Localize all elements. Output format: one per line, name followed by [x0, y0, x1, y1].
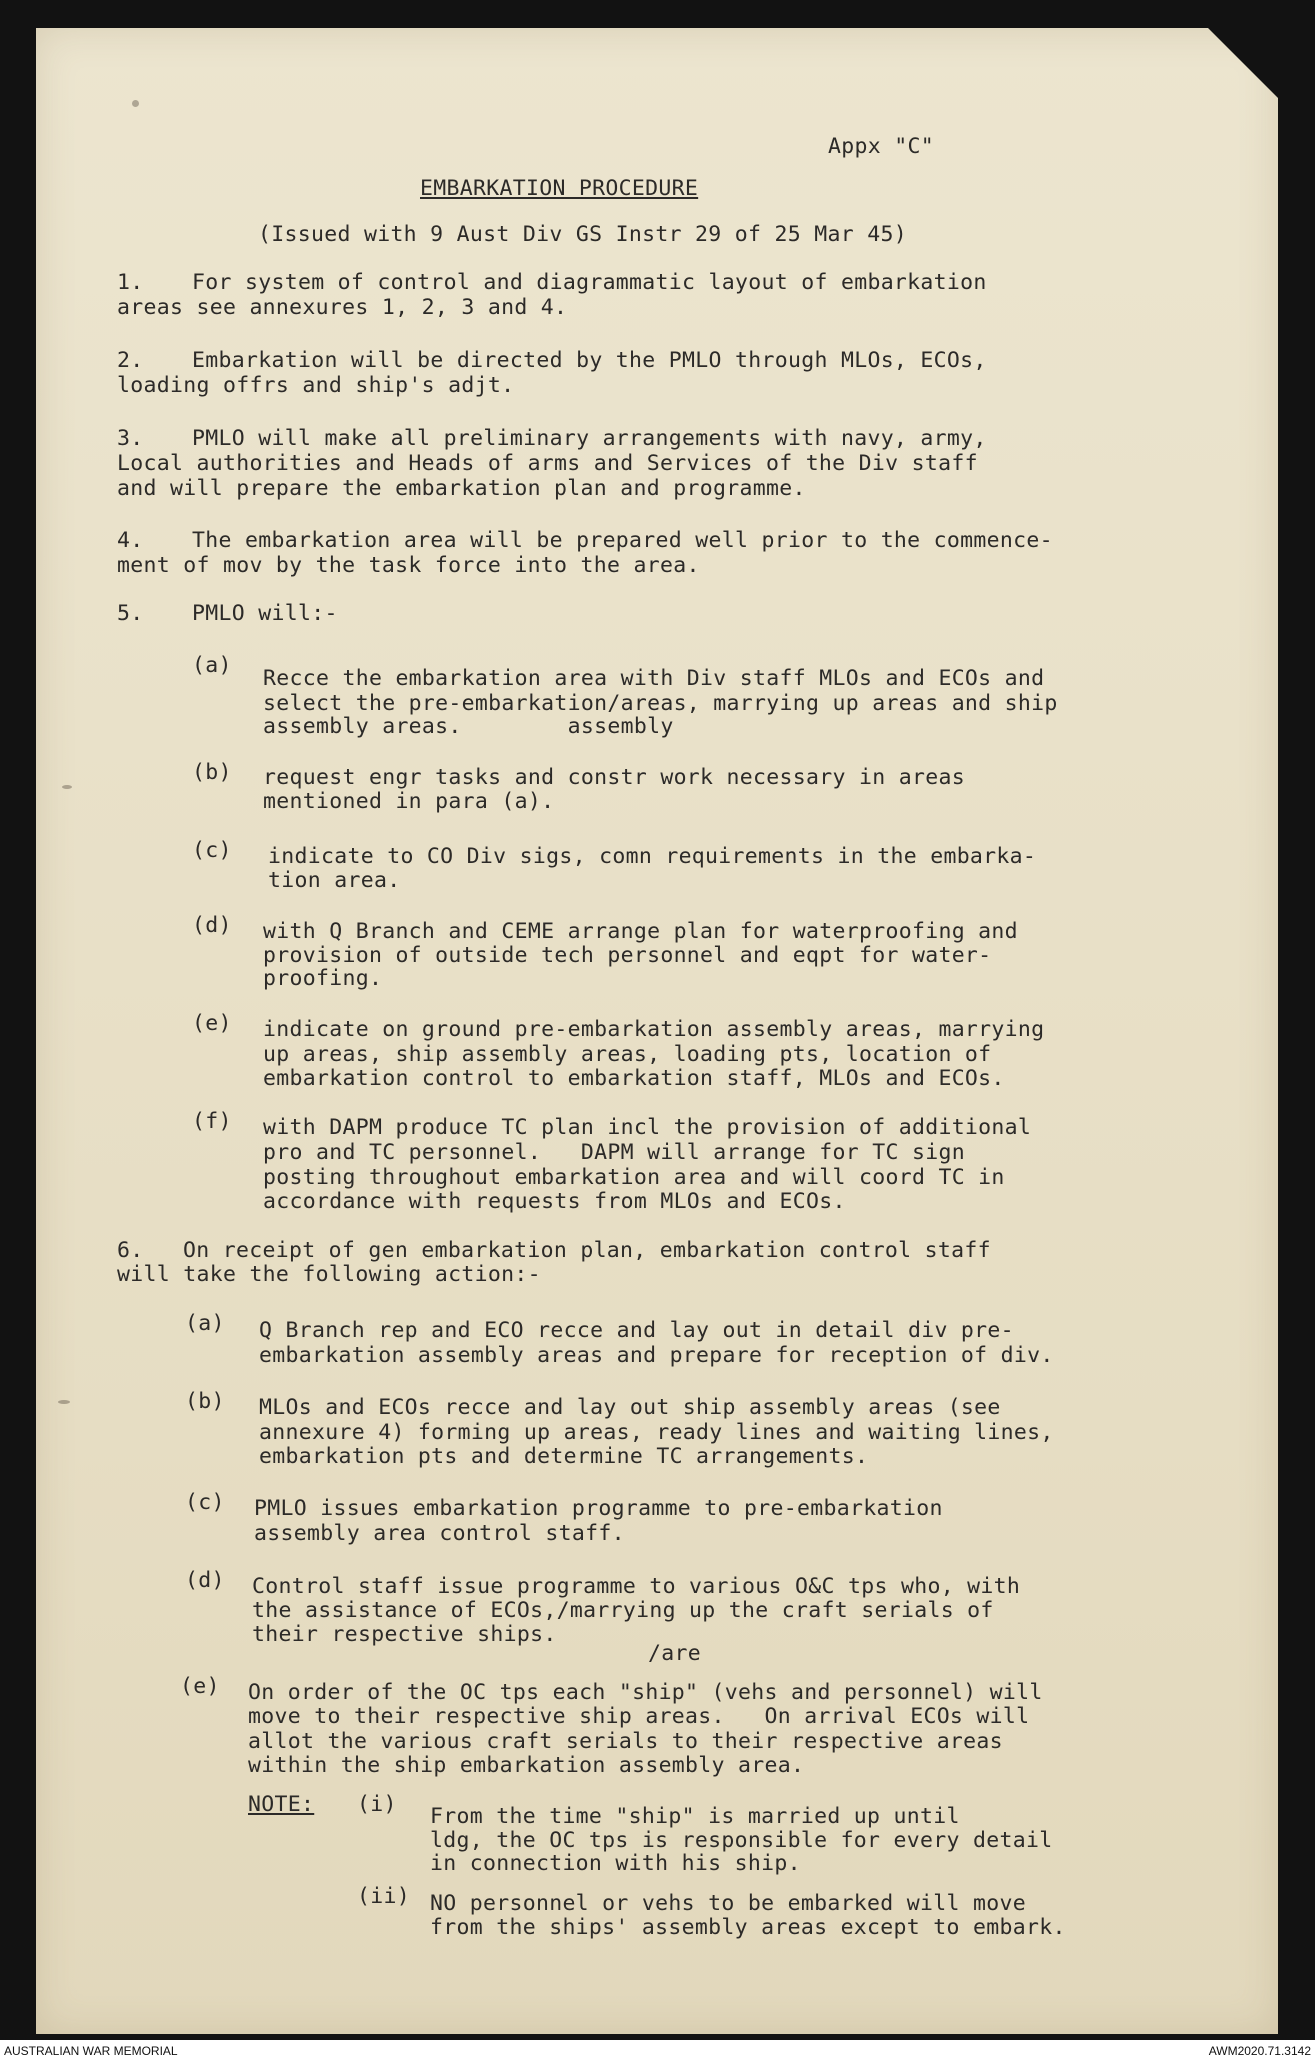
item-line: PMLO issues embarkation programme to pre-embarkation — [254, 1496, 943, 1521]
item-label: (b) — [185, 1389, 225, 1414]
item-line: request engr tasks and constr work necessary in areas — [263, 765, 965, 790]
item-line: indicate on ground pre-embarkation assembly areas, marrying — [263, 1017, 1045, 1042]
item-line: allot the various craft serials to their respective areas — [248, 1729, 1003, 1754]
ink-mark — [58, 1400, 70, 1404]
paragraph-line: loading offrs and ship's adjt. — [117, 373, 515, 398]
appendix-label: Appx "C" — [828, 134, 934, 159]
footer-reference: AWM2020.71.3142 — [1208, 2044, 1311, 2058]
item-label: (d) — [192, 913, 232, 938]
item-line: the assistance of ECOs,/marrying up the craft serials of — [252, 1598, 994, 1623]
item-line: embarkation pts and determine TC arrangements. — [259, 1444, 869, 1469]
paragraph-line: For system of control and diagrammatic layout of embarkation — [192, 270, 987, 295]
archive-footer — [0, 2040, 1315, 2061]
item-line: assembly areas. assembly — [263, 714, 674, 739]
item-line: with Q Branch and CEME arrange plan for waterproofing and — [263, 919, 1018, 944]
item-line: Q Branch rep and ECO recce and lay out in detail div pre- — [259, 1318, 1014, 1343]
document-title: EMBARKATION PROCEDURE — [420, 176, 699, 201]
item-line: within the ship embarkation assembly area. — [248, 1753, 805, 1778]
paragraph-number: 3. — [117, 426, 144, 451]
item-line: embarkation control to embarkation staff, MLOs and ECOs. — [263, 1066, 1005, 1091]
item-line: embarkation assembly areas and prepare for reception of div. — [259, 1343, 1054, 1368]
note-item-label: (ii) — [357, 1884, 410, 1909]
item-line: up areas, ship assembly areas, loading pts, location of — [263, 1042, 992, 1067]
item-line: mentioned in para (a). — [263, 789, 555, 814]
item-label: (f) — [192, 1109, 232, 1134]
item-label: (d) — [185, 1568, 225, 1593]
item-line: provision of outside tech personnel and eqpt for water- — [263, 943, 992, 968]
handwritten-insert: /are — [648, 1641, 701, 1666]
item-label: (e) — [180, 1674, 220, 1699]
item-line: On order of the OC tps each "ship" (vehs and personnel) will — [248, 1680, 1043, 1705]
paragraph-line: and will prepare the embarkation plan and programme. — [117, 476, 806, 501]
item-line: select the pre-embarkation/areas, marrying up areas and ship — [263, 691, 1058, 716]
item-line: their respective ships. — [252, 1622, 557, 1647]
paragraph-line: PMLO will:- — [192, 601, 338, 626]
paragraph-number: 6. — [117, 1238, 144, 1263]
item-line: annexure 4) forming up areas, ready lines and waiting lines, — [259, 1420, 1054, 1445]
item-line: Control staff issue programme to various O&C tps who, with — [252, 1574, 1021, 1599]
item-line: proofing. — [263, 966, 383, 991]
paragraph-line: Embarkation will be directed by the PMLO through MLOs, ECOs, — [192, 348, 987, 373]
note-label: NOTE: — [248, 1792, 315, 1817]
item-label: (a) — [185, 1311, 225, 1336]
item-line: MLOs and ECOs recce and lay out ship assembly areas (see — [259, 1395, 1001, 1420]
item-line: assembly area control staff. — [254, 1521, 625, 1546]
note-line: NO personnel or vehs to be embarked will move — [430, 1891, 1026, 1916]
item-line: Recce the embarkation area with Div staff MLOs and ECOs and — [263, 666, 1045, 691]
footer-institution: AUSTRALIAN WAR MEMORIAL — [4, 2044, 178, 2058]
paragraph-number: 1. — [117, 270, 144, 295]
item-line: accordance with requests from MLOs and ECOs. — [263, 1189, 846, 1214]
note-line: ldg, the OC tps is responsible for every detail — [430, 1828, 1053, 1853]
document-subtitle: (Issued with 9 Aust Div GS Instr 29 of 25 Mar 45) — [258, 222, 907, 247]
note-item-label: (i) — [357, 1792, 397, 1817]
ink-mark — [132, 100, 139, 107]
item-label: (e) — [192, 1011, 232, 1036]
item-label: (a) — [192, 653, 232, 678]
item-line: move to their respective ship areas. On arrival ECOs will — [248, 1704, 1030, 1729]
item-line: indicate to CO Div sigs, comn requirements in the embarka- — [268, 844, 1037, 869]
item-line: posting throughout embarkation area and will coord TC in — [263, 1165, 1005, 1190]
paragraph-line: will take the following action:- — [117, 1262, 541, 1287]
note-line: in connection with his ship. — [430, 1851, 801, 1876]
item-line: pro and TC personnel. DAPM will arrange for TC sign — [263, 1140, 965, 1165]
item-label: (c) — [192, 838, 232, 863]
paragraph-line: On receipt of gen embarkation plan, embarkation control staff — [183, 1238, 991, 1263]
note-line: From the time "ship" is married up until — [430, 1804, 960, 1829]
paragraph-number: 4. — [117, 528, 144, 553]
ink-mark — [62, 785, 72, 789]
paragraph-number: 2. — [117, 348, 144, 373]
paragraph-line: The embarkation area will be prepared well prior to the commence- — [192, 528, 1053, 553]
paragraph-line: areas see annexures 1, 2, 3 and 4. — [117, 295, 568, 320]
note-line: from the ships' assembly areas except to embark. — [430, 1915, 1066, 1940]
paragraph-number: 5. — [117, 601, 144, 626]
item-line: tion area. — [268, 868, 401, 893]
paragraph-line: PMLO will make all preliminary arrangements with navy, army, — [192, 426, 987, 451]
paragraph-line: ment of mov by the task force into the area. — [117, 553, 700, 578]
item-label: (b) — [192, 760, 232, 785]
item-label: (c) — [185, 1490, 225, 1515]
item-line: with DAPM produce TC plan incl the provision of additional — [263, 1115, 1032, 1140]
paragraph-line: Local authorities and Heads of arms and Services of the Div staff — [117, 451, 978, 476]
